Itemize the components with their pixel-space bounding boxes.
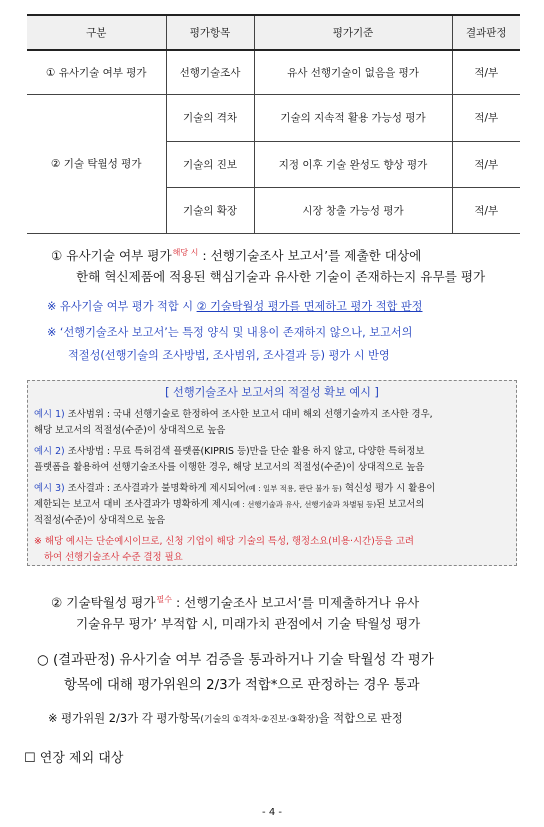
- cell-item: 기술의 진보: [166, 141, 254, 187]
- table-row: [27, 94, 520, 141]
- cell-result: 적/부: [452, 141, 520, 187]
- example-text: 혁신성 평가 시 활용이: [341, 483, 436, 494]
- paragraph-lead: ② 기술탁월성 평가: [51, 595, 156, 610]
- note-underlined-text: ② 기술탁월성 평가를 면제하고 평가 적합 판정: [196, 300, 423, 313]
- example-label: 예시 2): [34, 446, 65, 457]
- note-text: ※ 평가위원 2/3가 각 평가항목: [48, 711, 201, 725]
- table-row: [27, 50, 520, 94]
- example-label: 예시 3): [34, 483, 65, 494]
- example-text: 해당 보고서의 적절성(수준)이 상대적으로 높음: [34, 425, 226, 436]
- paragraph-text: : 선행기술조사 보고서’를 미제출하거나 유사: [171, 595, 420, 610]
- example-text: 조사방법 : 무료 특허검색 플랫폼(KIPRIS 등)만을 단순 활용 하지 않고, 다양한 특허정보: [64, 446, 425, 457]
- header-category: 구분: [27, 15, 166, 50]
- disclaimer-text: ※ 해당 예시는 단순예시이므로, 신청 기업이 해당 기술의 특성, 행정소요(비용·시간)등을 고려: [34, 536, 414, 547]
- exemption-note: [47, 296, 423, 318]
- required-superscript: 필수: [156, 595, 172, 604]
- similar-tech-paragraph: [51, 241, 421, 268]
- result-judgement-line2: 항목에 대해 평가위원의 2/3가 적합*으로 판정하는 경우 통과: [64, 678, 420, 693]
- example-text: 적절성(수준)이 상대적으로 높음: [34, 515, 166, 526]
- example-small-text: (예 : 일부 적용, 판단 불가 등): [245, 484, 342, 493]
- cell-item: 기술의 확장: [166, 187, 254, 233]
- cell-item: 선행기술조사: [166, 50, 254, 94]
- cell-category: ② 기술 탁월성 평가: [27, 94, 166, 233]
- evaluation-table: [27, 14, 520, 234]
- similar-tech-paragraph-line2: 한해 혁신제품에 적용된 핵심기술과 유사한 기술이 존재하는지 유무를 평가: [76, 269, 486, 284]
- example-text: 된 보고서의: [376, 499, 425, 510]
- note-small-text: (기술의 ①격차·②진보·③확장): [200, 715, 319, 725]
- example-box: [27, 380, 517, 566]
- example-label: 예시 1): [34, 409, 65, 420]
- example-item: [34, 481, 510, 529]
- result-judgement-line1: ○ (결과판정) 유사기술 여부 검증을 통과하거나 기술 탁월성 각 평가: [37, 653, 434, 668]
- cell-result: 적/부: [452, 187, 520, 233]
- example-disclaimer: [34, 534, 510, 566]
- cell-category: ① 유사기술 여부 평가: [27, 50, 166, 94]
- report-note-line2: 적절성(선행기술의 조사방법, 조사범위, 조사결과 등) 평가 시 반영: [68, 349, 390, 362]
- cell-criteria: 지정 이후 기술 완성도 향상 평가: [254, 141, 452, 187]
- example-item: [34, 444, 510, 476]
- cell-item: 기술의 격차: [166, 94, 254, 141]
- conditional-superscript: 해당 시: [172, 248, 199, 257]
- paragraph-lead: ① 유사기술 여부 평가: [51, 248, 172, 263]
- example-text: 조사범위 : 국내 선행기술로 한정하여 조사한 보고서 대비 해외 선행기술까지 조사한 경우,: [64, 409, 433, 420]
- paragraph-text: : 선행기술조사 보고서’를 제출한 대상에: [198, 248, 422, 263]
- excellence-paragraph: [51, 588, 419, 615]
- cell-criteria: 유사 선행기술이 없음을 평가: [254, 50, 452, 94]
- table-header-row: [27, 15, 520, 50]
- cell-result: 적/부: [452, 50, 520, 94]
- example-box-title: [ 선행기술조사 보고서의 적절성 확보 예시 ]: [165, 386, 379, 399]
- note-text: 을 적합으로 판정: [318, 711, 403, 725]
- section-label: 연장 제외 대상: [35, 751, 124, 766]
- example-item: [34, 407, 510, 439]
- header-result: 결과판정: [452, 15, 520, 50]
- example-text: 조사결과 : 조사결과가 불명확하게 제시되어: [64, 483, 246, 494]
- header-criteria: 평가기준: [254, 15, 452, 50]
- example-small-text: (예 : 선행기술과 유사, 선행기술과 차별됨 등): [230, 500, 377, 509]
- disclaimer-text: 하여 선행기술조사 수준 결정 필요: [44, 552, 183, 563]
- cell-result: 적/부: [452, 94, 520, 141]
- report-note-line1: ※ ‘선행기술조사 보고서’는 특정 양식 및 내용이 존재하지 않으나, 보고서의: [47, 326, 413, 339]
- cell-criteria: 시장 창출 가능성 평가: [254, 187, 452, 233]
- checkbox-icon: ☐: [24, 751, 36, 766]
- header-item: 평가항목: [166, 15, 254, 50]
- evaluator-note: [48, 706, 403, 732]
- example-text: 플랫폼을 활용하여 선행기술조사를 이행한 경우, 해당 보고서의 적절성(수준)이 상대적으로 높음: [34, 462, 425, 473]
- extension-exclusion-heading: [24, 748, 123, 770]
- note-text: ※ 유사기술 여부 평가 적합 시: [47, 300, 197, 313]
- cell-criteria: 기술의 지속적 활용 가능성 평가: [254, 94, 452, 141]
- page-number: - 4 -: [262, 807, 282, 818]
- excellence-paragraph-line2: 기술유무 평가’ 부적합 시, 미래가치 관점에서 기술 탁월성 평가: [76, 616, 421, 631]
- example-text: 제한되는 보고서 대비 조사결과가 명확하게 제시: [34, 499, 231, 510]
